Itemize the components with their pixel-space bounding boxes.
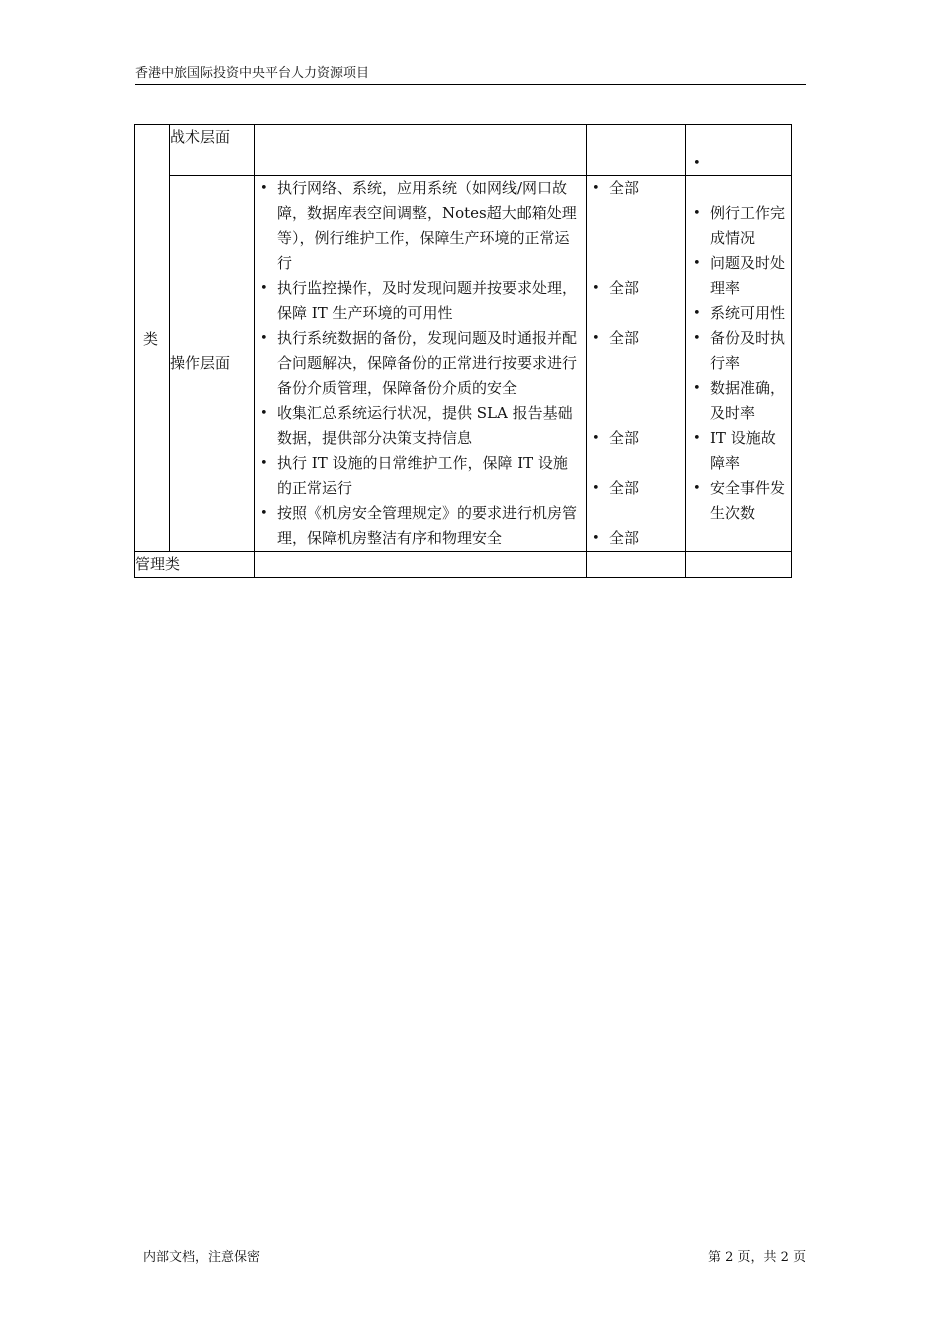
list-item: • 全部 bbox=[587, 526, 685, 551]
list-item: • 执行 IT 设施的日常维护工作，保障 IT 设施的正常运行 bbox=[255, 451, 580, 501]
level-label: 操作层面 bbox=[170, 354, 231, 372]
list-item: • 全部 bbox=[587, 176, 685, 201]
header-title: 香港中旅国际投资中央平台人力资源项目 bbox=[135, 66, 370, 81]
duties-cell bbox=[255, 552, 587, 578]
duties-cell bbox=[255, 125, 587, 176]
list-item: • 全部 bbox=[587, 276, 685, 301]
footer-confidential: 内部文档，注意保密 bbox=[143, 1250, 261, 1265]
list-item: • 系统可用性 bbox=[688, 301, 787, 326]
list-item: • 数据准确，及时率 bbox=[688, 376, 787, 426]
list-item: • 执行网络、系统，应用系统（如网线/网口故障，数据库表空间调整，Notes超大邮箱处理等），例行维护工作，保障生产环境的正常运行 bbox=[255, 176, 580, 276]
duties-cell bbox=[255, 176, 587, 552]
kpi-cell bbox=[686, 125, 792, 176]
scope-cell bbox=[587, 176, 686, 552]
list-item: • 按照《机房安全管理规定》的要求进行机房管理，保障机房整洁有序和物理安全 bbox=[255, 501, 580, 551]
list-item: • 备份及时执行率 bbox=[688, 326, 787, 376]
list-item: • IT 设施故障率 bbox=[688, 426, 787, 476]
page-header bbox=[135, 64, 806, 85]
table-row-operational bbox=[135, 176, 792, 552]
class-label: 类 bbox=[143, 329, 159, 348]
footer-page-number: 第 2 页，共 2 页 bbox=[708, 1250, 807, 1265]
scope-cell bbox=[587, 552, 686, 578]
table-row-tactical bbox=[135, 125, 792, 176]
kpi-cell bbox=[686, 176, 792, 552]
level-cell bbox=[170, 176, 255, 552]
list-item: • 收集汇总系统运行状况，提供 SLA 报告基础数据，提供部分决策支持信息 bbox=[255, 401, 580, 451]
scope-cell bbox=[587, 125, 686, 176]
list-item: • 执行监控操作，及时发现问题并按要求处理，保障 IT 生产环境的可用性 bbox=[255, 276, 580, 326]
level-label: 战术层面 bbox=[170, 128, 231, 146]
kpi-cell bbox=[686, 552, 792, 578]
list-item: • 例行工作完成情况 bbox=[688, 201, 787, 251]
list-item: • 全部 bbox=[587, 326, 685, 351]
class-label-cell bbox=[135, 125, 170, 552]
list-item: • 全部 bbox=[587, 476, 685, 501]
management-label: 管理类 bbox=[135, 555, 181, 573]
level-cell bbox=[170, 125, 255, 176]
responsibility-table bbox=[134, 124, 792, 578]
list-item: • 执行系统数据的备份，发现问题及时通报并配合问题解决，保障备份的正常进行按要求进行备份介质管理，保障备份介质的安全 bbox=[255, 326, 580, 401]
management-label-cell bbox=[135, 552, 255, 578]
table-row-management bbox=[135, 552, 792, 578]
list-item: • 问题及时处理率 bbox=[688, 251, 787, 301]
list-item: • 安全事件发生次数 bbox=[688, 476, 787, 526]
list-item: • 全部 bbox=[587, 426, 685, 451]
